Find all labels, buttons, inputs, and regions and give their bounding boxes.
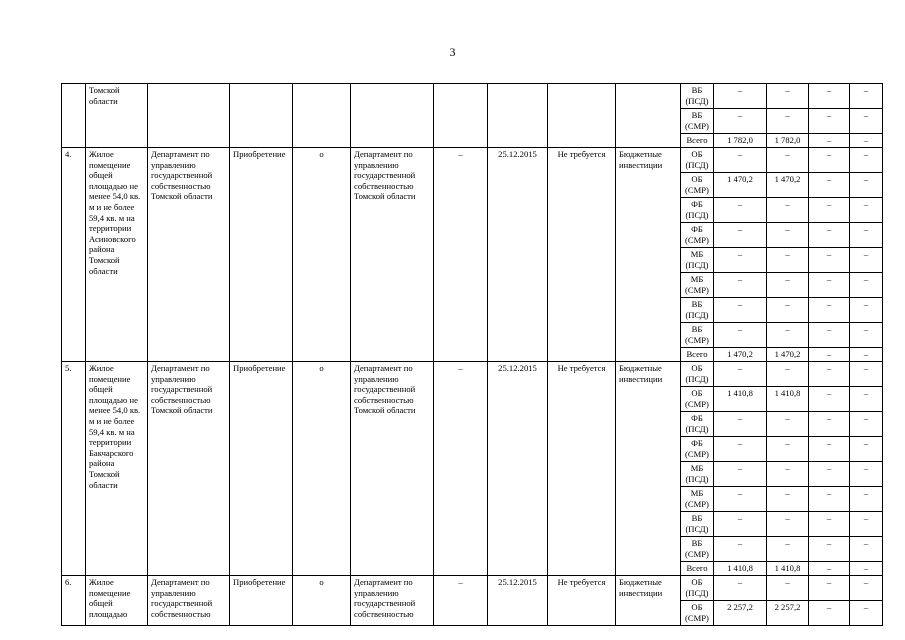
action-type-cell: Приобретение	[230, 576, 293, 626]
flag-cell: о	[293, 148, 351, 362]
total-amount-cell: –	[714, 487, 767, 512]
investment-objects-table	[61, 83, 883, 626]
next-year-amount-cell: –	[809, 562, 850, 576]
next-year-amount-cell: –	[809, 148, 850, 173]
expertise-cell	[548, 84, 616, 148]
fund-source-cell: ВБ (ПСД)	[681, 84, 714, 109]
later-amount-cell: –	[850, 198, 883, 223]
expertise-cell: Не требуется	[548, 148, 616, 362]
expertise-cell: Не требуется	[548, 362, 616, 576]
later-amount-cell: –	[850, 512, 883, 537]
later-amount-cell: –	[850, 601, 883, 626]
object-name-cell: Жилое помещение общей площадью	[86, 576, 148, 626]
row-number-cell: 4.	[62, 148, 86, 362]
next-year-amount-cell: –	[809, 462, 850, 487]
table-row	[62, 84, 883, 109]
total-amount-cell: –	[714, 109, 767, 134]
year-amount-cell: 1 470,2	[767, 173, 809, 198]
year-amount-cell: 1 782,0	[767, 134, 809, 148]
total-amount-cell: –	[714, 512, 767, 537]
year-amount-cell: –	[767, 487, 809, 512]
fund-source-cell: ВБ (СМР)	[681, 109, 714, 134]
year-amount-cell: –	[767, 298, 809, 323]
later-amount-cell: –	[850, 223, 883, 248]
total-amount-cell: –	[714, 198, 767, 223]
later-amount-cell: –	[850, 323, 883, 348]
total-amount-cell: 2 257,2	[714, 601, 767, 626]
later-amount-cell: –	[850, 537, 883, 562]
year-amount-cell: 1 410,8	[767, 562, 809, 576]
later-amount-cell: –	[850, 387, 883, 412]
next-year-amount-cell: –	[809, 134, 850, 148]
table-row	[62, 362, 883, 387]
total-amount-cell: –	[714, 576, 767, 601]
total-amount-cell: –	[714, 323, 767, 348]
year-amount-cell: –	[767, 437, 809, 462]
year-amount-cell: –	[767, 362, 809, 387]
fund-source-cell: ФБ (СМР)	[681, 437, 714, 462]
deadline-date-cell: 25.12.2015	[488, 576, 548, 626]
action-type-cell: Приобретение	[230, 362, 293, 576]
next-year-amount-cell: –	[809, 109, 850, 134]
fund-source-cell: ОБ (ПСД)	[681, 362, 714, 387]
total-amount-cell: –	[714, 273, 767, 298]
customer-cell	[148, 84, 230, 148]
executor-cell: Департамент по управлению государственной собственностью Томской области	[351, 148, 434, 362]
next-year-amount-cell: –	[809, 273, 850, 298]
fund-source-cell: Всего	[681, 134, 714, 148]
flag-cell	[293, 84, 351, 148]
executor-cell: Департамент по управлению государственной собственностью Томской области	[351, 362, 434, 576]
fund-source-cell: ВБ (СМР)	[681, 537, 714, 562]
year-amount-cell: –	[767, 273, 809, 298]
fund-source-cell: ФБ (ПСД)	[681, 198, 714, 223]
fund-source-cell: ОБ (СМР)	[681, 387, 714, 412]
next-year-amount-cell: –	[809, 198, 850, 223]
customer-cell: Департамент по управлению государственной собственностью Томской области	[148, 362, 230, 576]
total-amount-cell: –	[714, 362, 767, 387]
total-amount-cell: –	[714, 462, 767, 487]
fund-source-cell: ВБ (ПСД)	[681, 298, 714, 323]
later-amount-cell: –	[850, 148, 883, 173]
next-year-amount-cell: –	[809, 362, 850, 387]
later-amount-cell: –	[850, 248, 883, 273]
total-amount-cell: –	[714, 248, 767, 273]
action-type-cell: Приобретение	[230, 148, 293, 362]
fund-source-cell: МБ (СМР)	[681, 273, 714, 298]
total-amount-cell: 1 470,2	[714, 173, 767, 198]
documents-cell: –	[434, 576, 488, 626]
later-amount-cell: –	[850, 173, 883, 198]
deadline-date-cell: 25.12.2015	[488, 148, 548, 362]
customer-cell: Департамент по управлению государственной собственностью	[148, 576, 230, 626]
year-amount-cell: –	[767, 576, 809, 601]
total-amount-cell: 1 410,8	[714, 562, 767, 576]
funding-form-cell: Бюджетные инвестиции	[616, 148, 681, 362]
later-amount-cell: –	[850, 362, 883, 387]
next-year-amount-cell: –	[809, 298, 850, 323]
total-amount-cell: –	[714, 148, 767, 173]
deadline-date-cell	[488, 84, 548, 148]
fund-source-cell: ОБ (СМР)	[681, 173, 714, 198]
funding-form-cell: Бюджетные инвестиции	[616, 362, 681, 576]
later-amount-cell: –	[850, 109, 883, 134]
next-year-amount-cell: –	[809, 537, 850, 562]
fund-source-cell: МБ (ПСД)	[681, 462, 714, 487]
deadline-date-cell: 25.12.2015	[488, 362, 548, 576]
next-year-amount-cell: –	[809, 387, 850, 412]
total-amount-cell: –	[714, 437, 767, 462]
year-amount-cell: –	[767, 537, 809, 562]
row-number-cell: 6.	[62, 576, 86, 626]
fund-source-cell: ВБ (ПСД)	[681, 512, 714, 537]
next-year-amount-cell: –	[809, 223, 850, 248]
later-amount-cell: –	[850, 562, 883, 576]
object-name-cell: Жилое помещение общей площадью не менее 54,0 кв. м и не более 59,4 кв. м на территории Асиновского района Томской области	[86, 148, 148, 362]
total-amount-cell: –	[714, 223, 767, 248]
total-amount-cell: –	[714, 298, 767, 323]
funding-form-cell	[616, 84, 681, 148]
flag-cell: о	[293, 362, 351, 576]
year-amount-cell: –	[767, 462, 809, 487]
year-amount-cell: –	[767, 323, 809, 348]
year-amount-cell: –	[767, 248, 809, 273]
object-name-cell: Жилое помещение общей площадью не менее 54,0 кв. м и не более 59,4 кв. м на территории Бакчарского района Томской области	[86, 362, 148, 576]
total-amount-cell: 1 410,8	[714, 387, 767, 412]
total-amount-cell: 1 782,0	[714, 134, 767, 148]
total-amount-cell: –	[714, 84, 767, 109]
customer-cell: Департамент по управлению государственной собственностью Томской области	[148, 148, 230, 362]
table-row	[62, 576, 883, 601]
documents-cell: –	[434, 362, 488, 576]
documents-cell: –	[434, 148, 488, 362]
year-amount-cell: –	[767, 223, 809, 248]
year-amount-cell: –	[767, 512, 809, 537]
fund-source-cell: ФБ (ПСД)	[681, 412, 714, 437]
page-number: 3	[449, 45, 456, 59]
table-row	[62, 148, 883, 173]
next-year-amount-cell: –	[809, 248, 850, 273]
expertise-cell: Не требуется	[548, 576, 616, 626]
next-year-amount-cell: –	[809, 84, 850, 109]
later-amount-cell: –	[850, 437, 883, 462]
next-year-amount-cell: –	[809, 323, 850, 348]
executor-cell: Департамент по управлению государственной собственностью	[351, 576, 434, 626]
later-amount-cell: –	[850, 348, 883, 362]
year-amount-cell: –	[767, 148, 809, 173]
total-amount-cell: –	[714, 537, 767, 562]
next-year-amount-cell: –	[809, 412, 850, 437]
year-amount-cell: –	[767, 198, 809, 223]
next-year-amount-cell: –	[809, 173, 850, 198]
later-amount-cell: –	[850, 134, 883, 148]
object-name-cell: Томской области	[86, 84, 148, 148]
later-amount-cell: –	[850, 412, 883, 437]
fund-source-cell: Всего	[681, 348, 714, 362]
next-year-amount-cell: –	[809, 437, 850, 462]
row-number-cell: 5.	[62, 362, 86, 576]
fund-source-cell: Всего	[681, 562, 714, 576]
later-amount-cell: –	[850, 273, 883, 298]
later-amount-cell: –	[850, 576, 883, 601]
fund-source-cell: ФБ (СМР)	[681, 223, 714, 248]
year-amount-cell: –	[767, 412, 809, 437]
later-amount-cell: –	[850, 298, 883, 323]
year-amount-cell: –	[767, 84, 809, 109]
later-amount-cell: –	[850, 487, 883, 512]
total-amount-cell: –	[714, 412, 767, 437]
action-type-cell	[230, 84, 293, 148]
documents-cell	[434, 84, 488, 148]
next-year-amount-cell: –	[809, 348, 850, 362]
fund-source-cell: МБ (СМР)	[681, 487, 714, 512]
next-year-amount-cell: –	[809, 576, 850, 601]
fund-source-cell: ВБ (СМР)	[681, 323, 714, 348]
next-year-amount-cell: –	[809, 487, 850, 512]
later-amount-cell: –	[850, 462, 883, 487]
next-year-amount-cell: –	[809, 601, 850, 626]
fund-source-cell: ОБ (ПСД)	[681, 148, 714, 173]
year-amount-cell: –	[767, 109, 809, 134]
executor-cell	[351, 84, 434, 148]
row-number-cell	[62, 84, 86, 148]
fund-source-cell: МБ (ПСД)	[681, 248, 714, 273]
later-amount-cell: –	[850, 84, 883, 109]
funding-form-cell: Бюджетные инвестиции	[616, 576, 681, 626]
year-amount-cell: 2 257,2	[767, 601, 809, 626]
next-year-amount-cell: –	[809, 512, 850, 537]
total-amount-cell: 1 470,2	[714, 348, 767, 362]
flag-cell: о	[293, 576, 351, 626]
year-amount-cell: 1 470,2	[767, 348, 809, 362]
fund-source-cell: ОБ (СМР)	[681, 601, 714, 626]
year-amount-cell: 1 410,8	[767, 387, 809, 412]
fund-source-cell: ОБ (ПСД)	[681, 576, 714, 601]
